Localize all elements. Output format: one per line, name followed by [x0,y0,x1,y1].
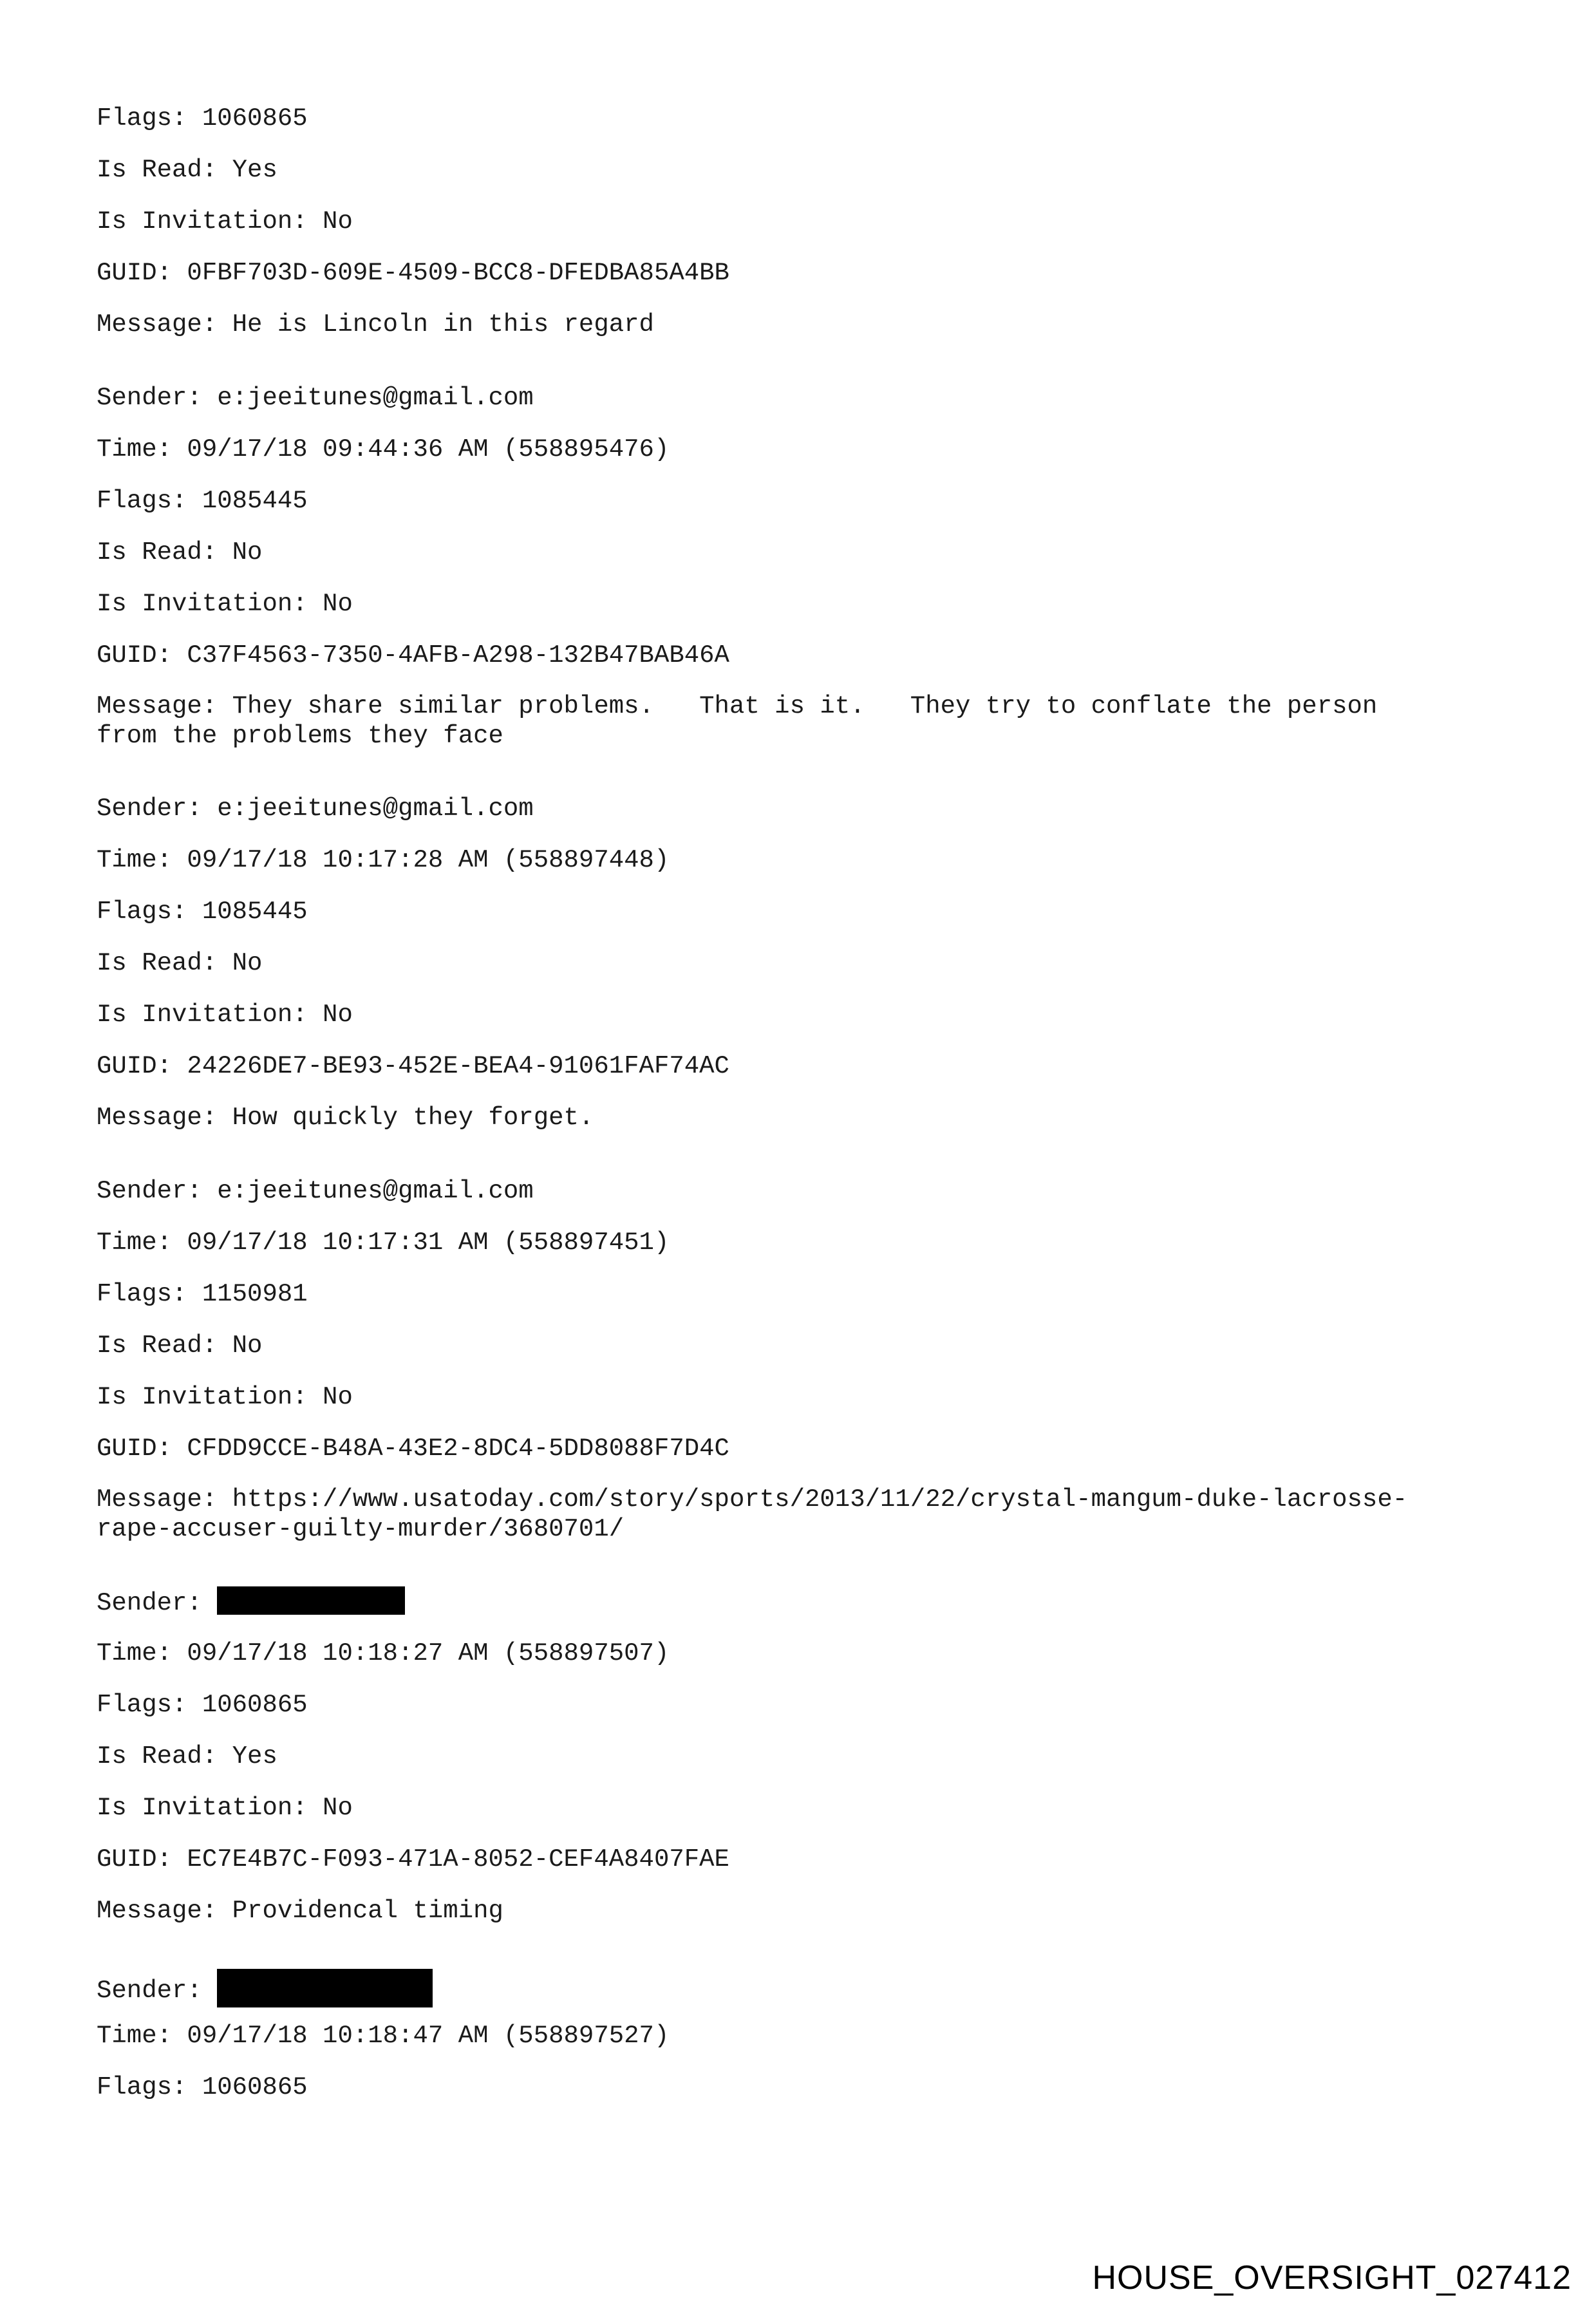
time-line: Time: 09/17/18 09:44:36 AM (558895476) [97,435,670,464]
time-line: Time: 09/17/18 10:18:47 AM (558897527) [97,2022,670,2050]
flags-line: Flags: 1150981 [97,1280,308,1308]
guid-line: GUID: CFDD9CCE-B48A-43E2-8DC4-5DD8088F7D4C [97,1434,729,1463]
is-invitation-line: Is Invitation: No [97,1794,353,1822]
is-read-line: Is Read: No [97,1331,263,1360]
redaction-box [217,1969,433,2007]
redaction-box [217,1586,405,1615]
bates-number: HOUSE_OVERSIGHT_027412 [1092,2259,1572,2297]
sender-line: Sender: e:jeeitunes@gmail.com [97,794,534,823]
message-line: Message: They share similar problems. That is it. They try to conflate the person from the problems they face [97,692,1378,750]
flags-line: Flags: 1060865 [97,1691,308,1719]
flags-line: Flags: 1085445 [97,898,308,926]
message-line: Message: How quickly they forget. [97,1104,594,1132]
sender-line: Sender: e:jeeitunes@gmail.com [97,1177,534,1205]
guid-line: GUID: EC7E4B7C-F093-471A-8052-CEF4A8407FAE [97,1845,729,1874]
is-read-line: Is Read: No [97,538,263,567]
time-line: Time: 09/17/18 10:18:27 AM (558897507) [97,1639,670,1668]
flags-line: Flags: 1060865 [97,2073,308,2101]
sender-line: Sender: e:jeeitunes@gmail.com [97,384,534,412]
guid-line: GUID: 0FBF703D-609E-4509-BCC8-DFEDBA85A4BB [97,259,729,287]
is-read-line: Is Read: No [97,949,263,977]
message-line: Message: https://www.usatoday.com/story/sports/2013/11/22/crystal-mangum-duke-lacrosse- rape-accuser-guilty-murder/3680701/ [97,1485,1408,1543]
message-log [97,103,1513,2123]
is-read-line: Is Read: Yes [97,1742,277,1771]
guid-line: GUID: C37F4563-7350-4AFB-A298-132B47BAB46A [97,641,729,670]
message-line: Message: He is Lincoln in this regard [97,310,654,339]
time-line: Time: 09/17/18 10:17:31 AM (558897451) [97,1228,670,1257]
guid-line: GUID: 24226DE7-BE93-452E-BEA4-91061FAF74AC [97,1052,729,1080]
sender-label: Sender: [97,1977,218,2005]
is-read-line: Is Read: Yes [97,156,277,184]
flags-line: Flags: 1085445 [97,487,308,515]
sender-label: Sender: [97,1589,218,1617]
flags-line: Flags: 1060865 [97,104,308,133]
sender-line [97,1969,1513,2005]
time-line: Time: 09/17/18 10:17:28 AM (558897448) [97,846,670,874]
is-invitation-line: Is Invitation: No [97,207,353,236]
sender-line [97,1586,1513,1617]
message-line: Message: Providencal timing [97,1897,503,1925]
is-invitation-line: Is Invitation: No [97,1001,353,1029]
is-invitation-line: Is Invitation: No [97,1383,353,1411]
is-invitation-line: Is Invitation: No [97,590,353,618]
